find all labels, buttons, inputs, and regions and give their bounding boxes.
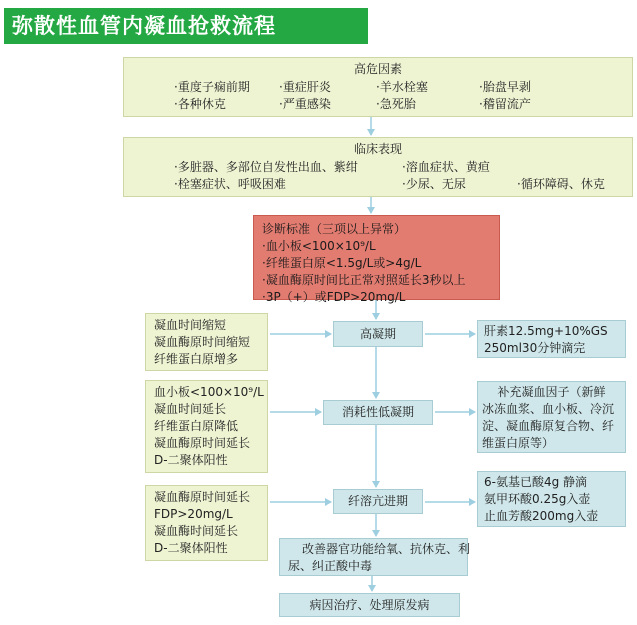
organ-support-line: 尿、纠正酸中毒 [288, 559, 373, 573]
treatment-line: 冰冻血浆、血小板、冷沉 [482, 402, 615, 416]
clinical-item: ·多脏器、多部位自发性出血、紫绀 [174, 160, 358, 174]
treatment-line: 维蛋白原等） [482, 436, 555, 450]
diagnosis-heading: 诊断标准（三项以上异常） [262, 222, 407, 236]
treatment-line: 止血芳酸200mg入壶 [484, 509, 599, 523]
risk-factor-item: ·羊水栓塞 [376, 80, 428, 94]
risk-factor-item: ·重症肝炎 [279, 80, 331, 94]
clinical-item: ·循环障碍、休克 [517, 177, 605, 191]
page-title: 弥散性血管内凝血抢救流程 [4, 8, 368, 44]
treatment-line: 250ml30分钟滴完 [484, 341, 586, 355]
finding-line: 凝血酶原时间延长 [154, 490, 251, 504]
finding-line: 凝血酶原时间缩短 [154, 335, 251, 349]
finding-line: 血小板<100×10⁹/L [154, 385, 264, 399]
finding-line: 凝血时间延长 [154, 402, 227, 416]
clinical-heading: 临床表现 [353, 142, 402, 156]
clinical-item: ·溶血症状、黄疸 [402, 160, 490, 174]
finding-line: 凝血酶原时间延长 [154, 436, 251, 450]
stage1-box: 高凝期 [333, 321, 423, 347]
treatment-line: 淀、凝血酶原复合物、纤 [482, 419, 615, 433]
risk-factor-item: ·稽留流产 [479, 97, 531, 111]
diagnosis-line: ·3P（+）或FDP>20mg/L [262, 290, 406, 304]
risk-factor-item: ·各种休克 [174, 97, 226, 111]
risk-factors-heading: 高危因素 [353, 62, 402, 76]
stage3-box: 纤溶亢进期 [333, 489, 423, 514]
diagnosis-line: ·凝血酶原时间比正常对照延长3秒以上 [262, 273, 466, 287]
clinical-item: ·少尿、无尿 [402, 177, 466, 191]
diagnosis-line: ·血小板<100×10⁹/L [262, 239, 376, 253]
diagnosis-line: ·纤维蛋白原<1.5g/L或>4g/L [262, 256, 422, 270]
clinical-item: ·栓塞症状、呼吸困难 [174, 177, 286, 191]
finding-line: 凝血时间缩短 [154, 318, 227, 332]
stage2-box: 消耗性低凝期 [323, 400, 433, 425]
risk-factor-item: ·胎盘早剥 [479, 80, 531, 94]
risk-factor-item: ·重度子痫前期 [174, 80, 250, 94]
risk-factor-item: ·严重感染 [279, 97, 331, 111]
etiology-box: 病因治疗、处理原发病 [279, 593, 460, 617]
finding-line: 凝血酶时间延长 [154, 524, 239, 538]
finding-line: FDP>20mg/L [154, 507, 233, 521]
treatment-line: 6-氨基已酸4g 静滴 [484, 475, 588, 489]
finding-line: D-二聚体阳性 [154, 541, 228, 555]
treatment-line: 氨甲环酸0.25g入壶 [484, 492, 591, 506]
treatment-line: 补充凝血因子（新鲜 [497, 385, 606, 399]
finding-line: 纤维蛋白原增多 [154, 352, 239, 366]
organ-support-line: 改善器官功能给氧、抗休克、利 [302, 542, 471, 556]
finding-line: 纤维蛋白原降低 [154, 419, 239, 433]
treatment-line: 肝素12.5mg+10%GS [484, 324, 608, 338]
risk-factor-item: ·急死胎 [376, 97, 416, 111]
finding-line: D-二聚体阳性 [154, 453, 228, 467]
